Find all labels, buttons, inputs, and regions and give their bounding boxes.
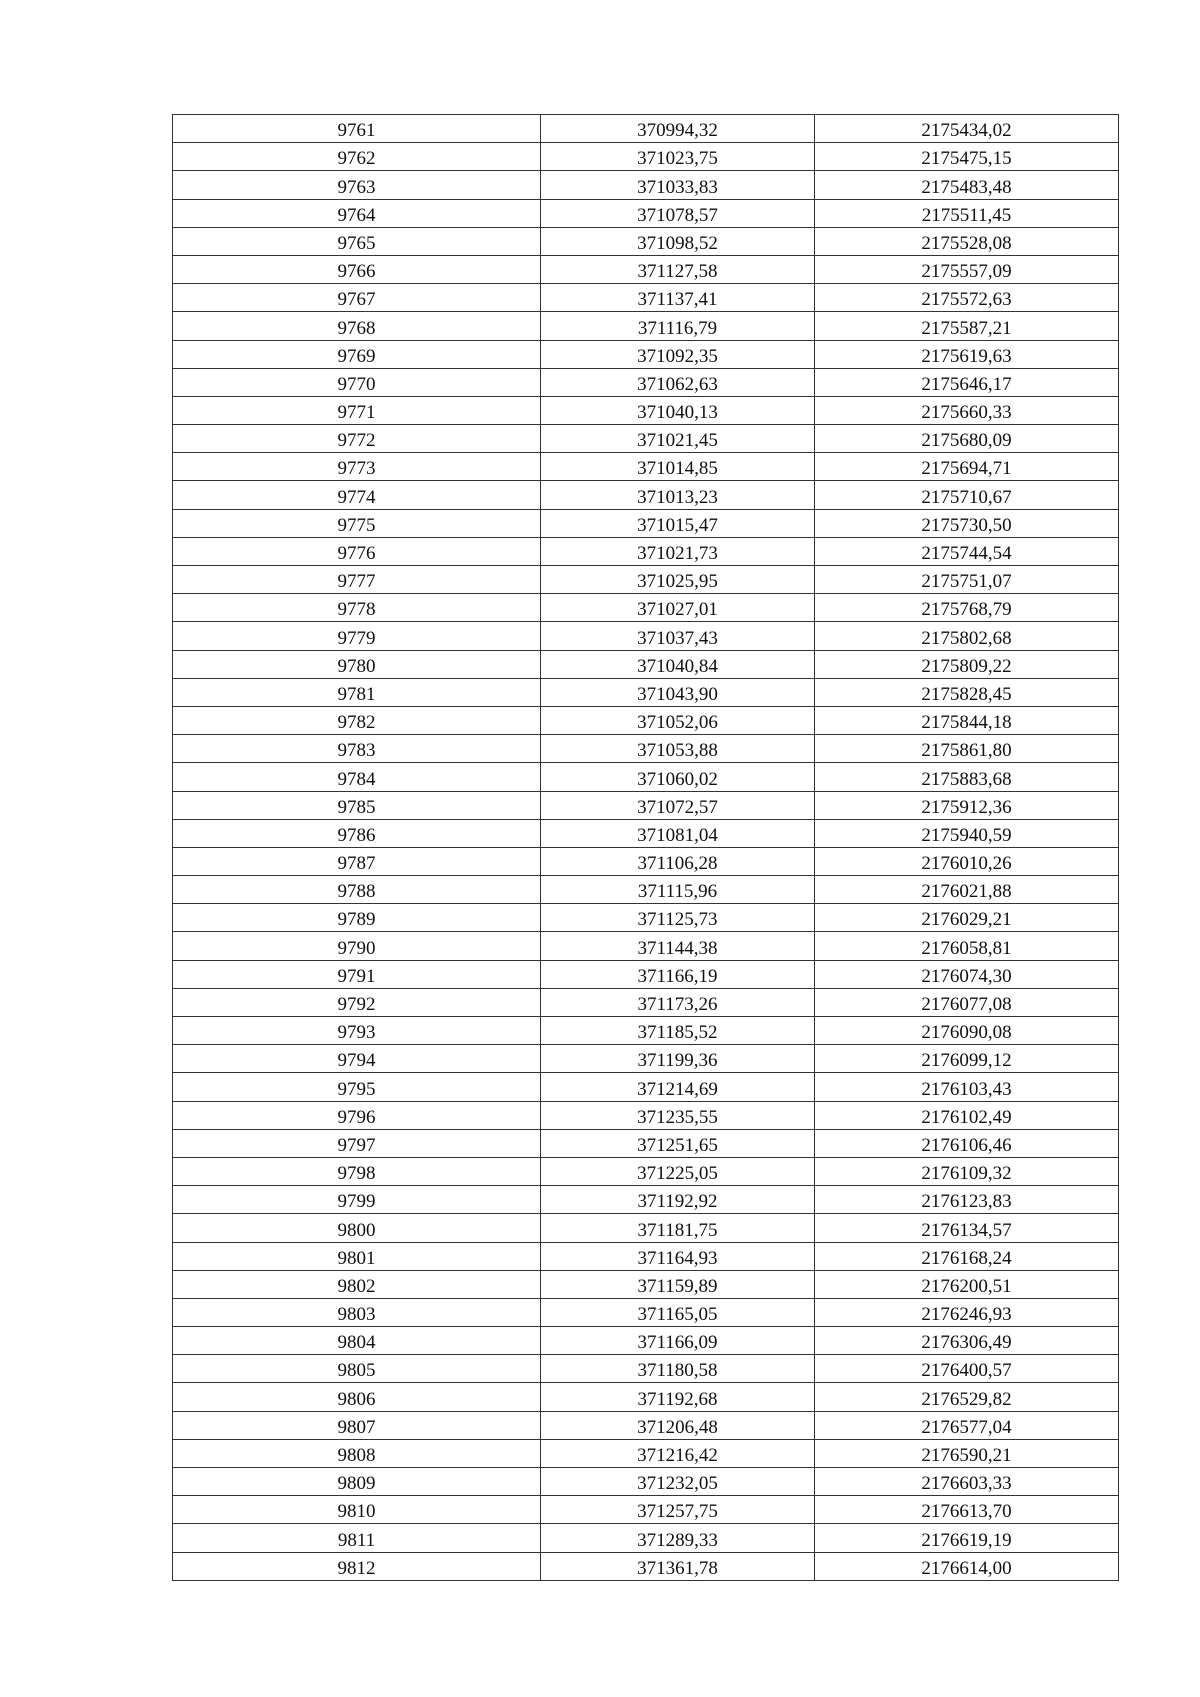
x-coordinate-cell: 371013,23 [541, 481, 815, 509]
y-coordinate-cell: 2175940,59 [815, 819, 1119, 847]
point-number-cell: 9801 [173, 1242, 541, 1270]
point-number-cell: 9794 [173, 1045, 541, 1073]
y-coordinate-cell: 2176077,08 [815, 988, 1119, 1016]
y-coordinate-cell: 2176619,19 [815, 1524, 1119, 1552]
point-number-cell: 9786 [173, 819, 541, 847]
table-row [173, 1524, 1119, 1552]
x-coordinate-cell: 371098,52 [541, 227, 815, 255]
point-number-cell: 9795 [173, 1073, 541, 1101]
x-coordinate-cell: 371251,65 [541, 1129, 815, 1157]
x-coordinate-cell: 371025,95 [541, 566, 815, 594]
table-row [173, 115, 1119, 143]
point-number-cell: 9768 [173, 312, 541, 340]
point-number-cell: 9765 [173, 227, 541, 255]
point-number-cell: 9792 [173, 988, 541, 1016]
point-number-cell: 9773 [173, 453, 541, 481]
y-coordinate-cell: 2175475,15 [815, 143, 1119, 171]
x-coordinate-cell: 371159,89 [541, 1270, 815, 1298]
table-row [173, 876, 1119, 904]
y-coordinate-cell: 2176168,24 [815, 1242, 1119, 1270]
y-coordinate-cell: 2175710,67 [815, 481, 1119, 509]
table-row [173, 1214, 1119, 1242]
x-coordinate-cell: 371115,96 [541, 876, 815, 904]
x-coordinate-cell: 371014,85 [541, 453, 815, 481]
coordinates-table-body [173, 115, 1119, 1581]
y-coordinate-cell: 2175660,33 [815, 396, 1119, 424]
table-row [173, 594, 1119, 622]
table-row [173, 1270, 1119, 1298]
table-row [173, 1298, 1119, 1326]
table-row [173, 509, 1119, 537]
table-row [173, 988, 1119, 1016]
table-row [173, 1045, 1119, 1073]
y-coordinate-cell: 2175912,36 [815, 791, 1119, 819]
x-coordinate-cell: 371040,13 [541, 396, 815, 424]
x-coordinate-cell: 371081,04 [541, 819, 815, 847]
y-coordinate-cell: 2175434,02 [815, 115, 1119, 143]
table-row [173, 1327, 1119, 1355]
point-number-cell: 9810 [173, 1496, 541, 1524]
y-coordinate-cell: 2176090,08 [815, 1017, 1119, 1045]
point-number-cell: 9784 [173, 763, 541, 791]
point-number-cell: 9799 [173, 1186, 541, 1214]
point-number-cell: 9782 [173, 706, 541, 734]
point-number-cell: 9771 [173, 396, 541, 424]
x-coordinate-cell: 371078,57 [541, 199, 815, 227]
y-coordinate-cell: 2175828,45 [815, 678, 1119, 706]
table-row [173, 1439, 1119, 1467]
point-number-cell: 9789 [173, 904, 541, 932]
x-coordinate-cell: 371043,90 [541, 678, 815, 706]
y-coordinate-cell: 2176021,88 [815, 876, 1119, 904]
y-coordinate-cell: 2176614,00 [815, 1552, 1119, 1580]
y-coordinate-cell: 2175809,22 [815, 650, 1119, 678]
point-number-cell: 9772 [173, 425, 541, 453]
point-number-cell: 9781 [173, 678, 541, 706]
y-coordinate-cell: 2175572,63 [815, 284, 1119, 312]
table-row [173, 1468, 1119, 1496]
y-coordinate-cell: 2176109,32 [815, 1157, 1119, 1185]
x-coordinate-cell: 371106,28 [541, 847, 815, 875]
table-row [173, 481, 1119, 509]
point-number-cell: 9779 [173, 622, 541, 650]
table-row [173, 960, 1119, 988]
table-row [173, 340, 1119, 368]
table-row [173, 171, 1119, 199]
x-coordinate-cell: 371192,92 [541, 1186, 815, 1214]
y-coordinate-cell: 2176200,51 [815, 1270, 1119, 1298]
table-row [173, 537, 1119, 565]
x-coordinate-cell: 371052,06 [541, 706, 815, 734]
point-number-cell: 9766 [173, 255, 541, 283]
point-number-cell: 9783 [173, 735, 541, 763]
table-row [173, 678, 1119, 706]
point-number-cell: 9809 [173, 1468, 541, 1496]
point-number-cell: 9788 [173, 876, 541, 904]
point-number-cell: 9807 [173, 1411, 541, 1439]
table-row [173, 1355, 1119, 1383]
table-row [173, 425, 1119, 453]
y-coordinate-cell: 2176529,82 [815, 1383, 1119, 1411]
point-number-cell: 9764 [173, 199, 541, 227]
x-coordinate-cell: 371015,47 [541, 509, 815, 537]
point-number-cell: 9787 [173, 847, 541, 875]
x-coordinate-cell: 371165,05 [541, 1298, 815, 1326]
point-number-cell: 9806 [173, 1383, 541, 1411]
y-coordinate-cell: 2176106,46 [815, 1129, 1119, 1157]
x-coordinate-cell: 371185,52 [541, 1017, 815, 1045]
point-number-cell: 9800 [173, 1214, 541, 1242]
point-number-cell: 9763 [173, 171, 541, 199]
x-coordinate-cell: 371199,36 [541, 1045, 815, 1073]
point-number-cell: 9785 [173, 791, 541, 819]
y-coordinate-cell: 2176400,57 [815, 1355, 1119, 1383]
x-coordinate-cell: 371060,02 [541, 763, 815, 791]
point-number-cell: 9767 [173, 284, 541, 312]
x-coordinate-cell: 371125,73 [541, 904, 815, 932]
y-coordinate-cell: 2176099,12 [815, 1045, 1119, 1073]
y-coordinate-cell: 2176134,57 [815, 1214, 1119, 1242]
point-number-cell: 9778 [173, 594, 541, 622]
table-row [173, 1383, 1119, 1411]
table-row [173, 227, 1119, 255]
x-coordinate-cell: 371181,75 [541, 1214, 815, 1242]
y-coordinate-cell: 2175528,08 [815, 227, 1119, 255]
table-row [173, 312, 1119, 340]
table-row [173, 904, 1119, 932]
y-coordinate-cell: 2175646,17 [815, 368, 1119, 396]
table-row [173, 1186, 1119, 1214]
y-coordinate-cell: 2176074,30 [815, 960, 1119, 988]
point-number-cell: 9780 [173, 650, 541, 678]
point-number-cell: 9769 [173, 340, 541, 368]
point-number-cell: 9803 [173, 1298, 541, 1326]
y-coordinate-cell: 2175511,45 [815, 199, 1119, 227]
table-row [173, 1552, 1119, 1580]
point-number-cell: 9812 [173, 1552, 541, 1580]
x-coordinate-cell: 371144,38 [541, 932, 815, 960]
y-coordinate-cell: 2175483,48 [815, 171, 1119, 199]
table-row [173, 566, 1119, 594]
y-coordinate-cell: 2176102,49 [815, 1101, 1119, 1129]
table-row [173, 735, 1119, 763]
x-coordinate-cell: 370994,32 [541, 115, 815, 143]
table-row [173, 932, 1119, 960]
x-coordinate-cell: 371062,63 [541, 368, 815, 396]
point-number-cell: 9791 [173, 960, 541, 988]
x-coordinate-cell: 371164,93 [541, 1242, 815, 1270]
x-coordinate-cell: 371206,48 [541, 1411, 815, 1439]
x-coordinate-cell: 371040,84 [541, 650, 815, 678]
table-row [173, 199, 1119, 227]
x-coordinate-cell: 371072,57 [541, 791, 815, 819]
x-coordinate-cell: 371116,79 [541, 312, 815, 340]
x-coordinate-cell: 371137,41 [541, 284, 815, 312]
x-coordinate-cell: 371166,19 [541, 960, 815, 988]
x-coordinate-cell: 371023,75 [541, 143, 815, 171]
y-coordinate-cell: 2176246,93 [815, 1298, 1119, 1326]
y-coordinate-cell: 2175768,79 [815, 594, 1119, 622]
table-row [173, 1101, 1119, 1129]
y-coordinate-cell: 2175802,68 [815, 622, 1119, 650]
table-row [173, 847, 1119, 875]
y-coordinate-cell: 2175751,07 [815, 566, 1119, 594]
table-row [173, 706, 1119, 734]
y-coordinate-cell: 2175883,68 [815, 763, 1119, 791]
x-coordinate-cell: 371192,68 [541, 1383, 815, 1411]
x-coordinate-cell: 371033,83 [541, 171, 815, 199]
table-row [173, 143, 1119, 171]
y-coordinate-cell: 2175557,09 [815, 255, 1119, 283]
x-coordinate-cell: 371361,78 [541, 1552, 815, 1580]
x-coordinate-cell: 371232,05 [541, 1468, 815, 1496]
table-row [173, 1157, 1119, 1185]
y-coordinate-cell: 2176590,21 [815, 1439, 1119, 1467]
point-number-cell: 9777 [173, 566, 541, 594]
y-coordinate-cell: 2175844,18 [815, 706, 1119, 734]
x-coordinate-cell: 371092,35 [541, 340, 815, 368]
table-row [173, 1411, 1119, 1439]
table-row [173, 396, 1119, 424]
point-number-cell: 9761 [173, 115, 541, 143]
x-coordinate-cell: 371037,43 [541, 622, 815, 650]
x-coordinate-cell: 371027,01 [541, 594, 815, 622]
y-coordinate-cell: 2175861,80 [815, 735, 1119, 763]
y-coordinate-cell: 2176103,43 [815, 1073, 1119, 1101]
point-number-cell: 9790 [173, 932, 541, 960]
y-coordinate-cell: 2175694,71 [815, 453, 1119, 481]
table-row [173, 791, 1119, 819]
x-coordinate-cell: 371235,55 [541, 1101, 815, 1129]
table-row [173, 1129, 1119, 1157]
table-row [173, 1017, 1119, 1045]
table-row [173, 763, 1119, 791]
table-row [173, 1242, 1119, 1270]
table-row [173, 622, 1119, 650]
table-row [173, 650, 1119, 678]
table-row [173, 1496, 1119, 1524]
x-coordinate-cell: 371225,05 [541, 1157, 815, 1185]
point-number-cell: 9797 [173, 1129, 541, 1157]
point-number-cell: 9808 [173, 1439, 541, 1467]
table-row [173, 819, 1119, 847]
y-coordinate-cell: 2176306,49 [815, 1327, 1119, 1355]
y-coordinate-cell: 2176058,81 [815, 932, 1119, 960]
x-coordinate-cell: 371053,88 [541, 735, 815, 763]
point-number-cell: 9775 [173, 509, 541, 537]
point-number-cell: 9804 [173, 1327, 541, 1355]
x-coordinate-cell: 371166,09 [541, 1327, 815, 1355]
table-row [173, 453, 1119, 481]
x-coordinate-cell: 371021,73 [541, 537, 815, 565]
x-coordinate-cell: 371180,58 [541, 1355, 815, 1383]
x-coordinate-cell: 371214,69 [541, 1073, 815, 1101]
point-number-cell: 9770 [173, 368, 541, 396]
y-coordinate-cell: 2175730,50 [815, 509, 1119, 537]
x-coordinate-cell: 371257,75 [541, 1496, 815, 1524]
y-coordinate-cell: 2176029,21 [815, 904, 1119, 932]
y-coordinate-cell: 2175680,09 [815, 425, 1119, 453]
x-coordinate-cell: 371216,42 [541, 1439, 815, 1467]
point-number-cell: 9793 [173, 1017, 541, 1045]
point-number-cell: 9796 [173, 1101, 541, 1129]
point-number-cell: 9805 [173, 1355, 541, 1383]
point-number-cell: 9811 [173, 1524, 541, 1552]
point-number-cell: 9798 [173, 1157, 541, 1185]
y-coordinate-cell: 2176603,33 [815, 1468, 1119, 1496]
x-coordinate-cell: 371173,26 [541, 988, 815, 1016]
point-number-cell: 9774 [173, 481, 541, 509]
y-coordinate-cell: 2175619,63 [815, 340, 1119, 368]
table-row [173, 368, 1119, 396]
x-coordinate-cell: 371021,45 [541, 425, 815, 453]
y-coordinate-cell: 2176123,83 [815, 1186, 1119, 1214]
coordinates-table [172, 114, 1119, 1581]
table-row [173, 255, 1119, 283]
y-coordinate-cell: 2175744,54 [815, 537, 1119, 565]
table-row [173, 1073, 1119, 1101]
table-row [173, 284, 1119, 312]
y-coordinate-cell: 2176010,26 [815, 847, 1119, 875]
x-coordinate-cell: 371127,58 [541, 255, 815, 283]
x-coordinate-cell: 371289,33 [541, 1524, 815, 1552]
point-number-cell: 9802 [173, 1270, 541, 1298]
point-number-cell: 9776 [173, 537, 541, 565]
y-coordinate-cell: 2176577,04 [815, 1411, 1119, 1439]
y-coordinate-cell: 2175587,21 [815, 312, 1119, 340]
y-coordinate-cell: 2176613,70 [815, 1496, 1119, 1524]
point-number-cell: 9762 [173, 143, 541, 171]
